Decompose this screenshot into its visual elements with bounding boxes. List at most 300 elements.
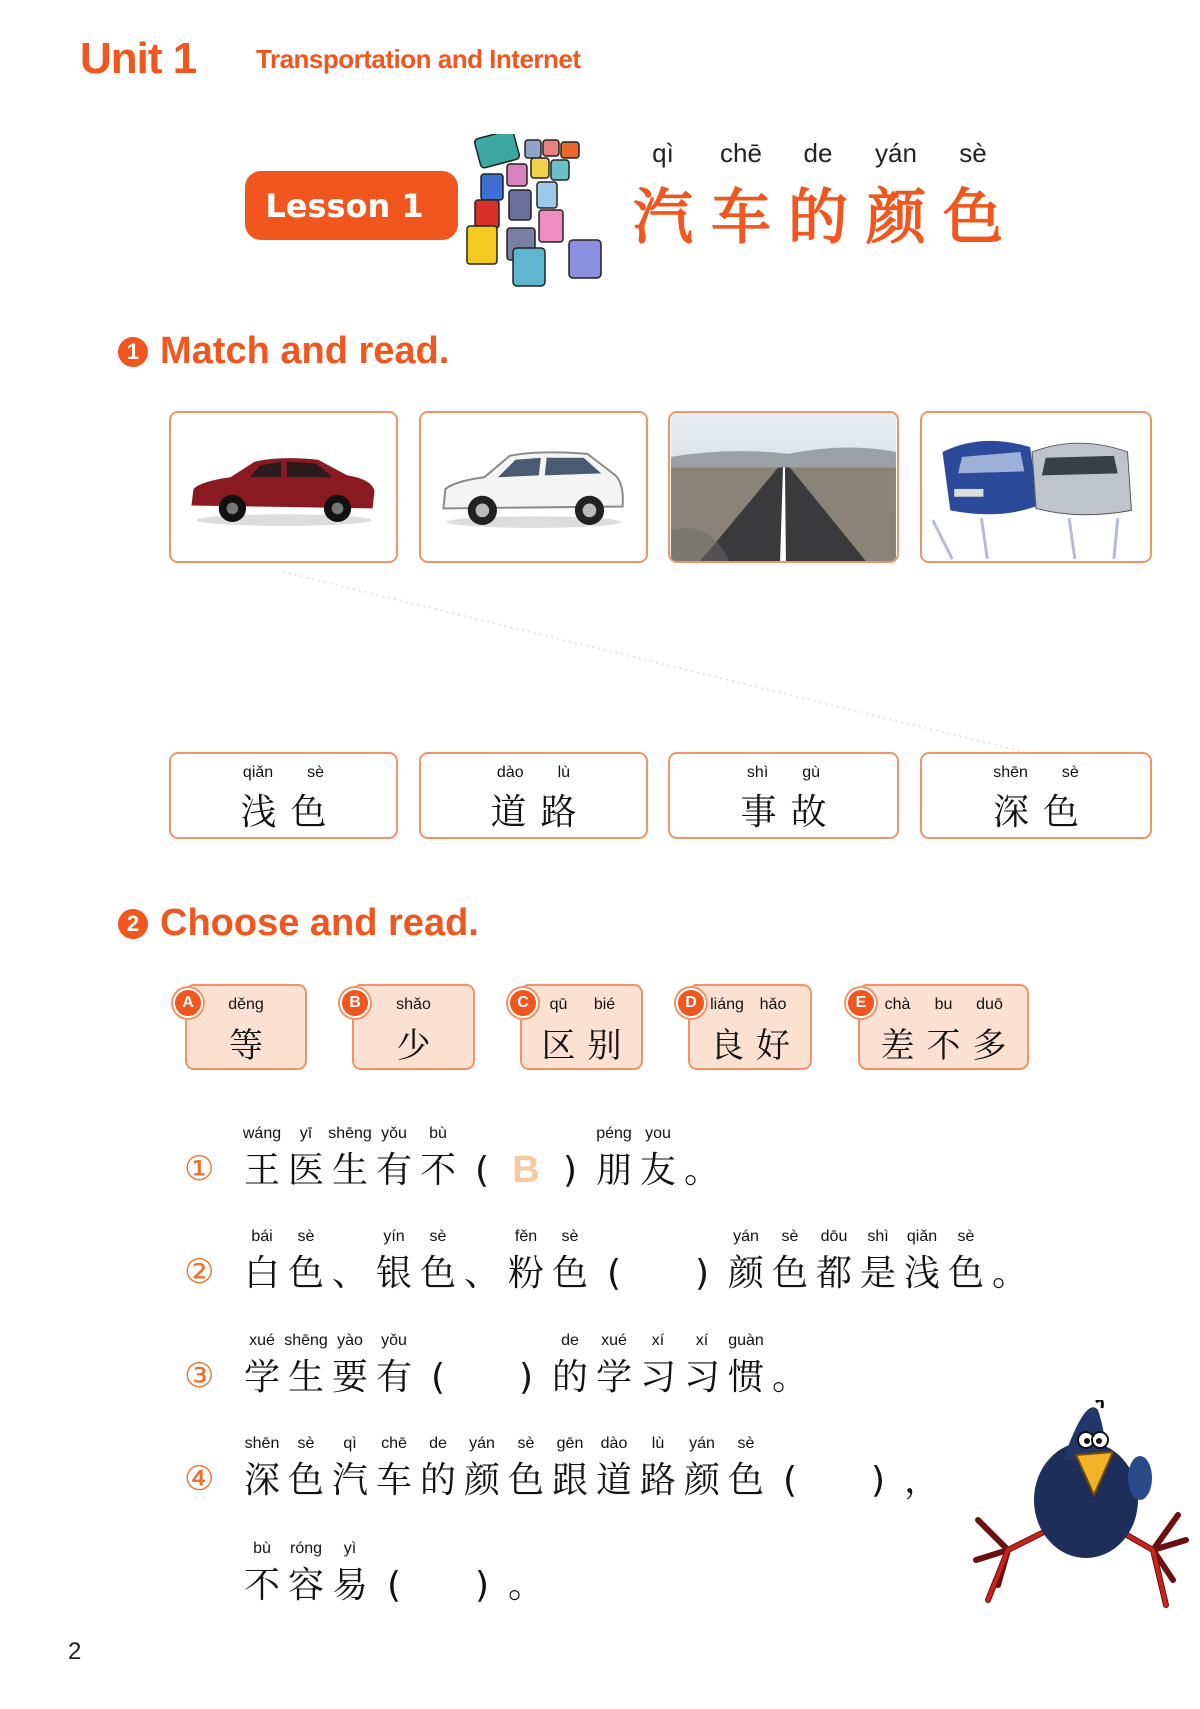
hanzi: 易 xyxy=(331,1565,368,1606)
section-number: 1 xyxy=(118,337,148,367)
red-sedan-icon xyxy=(171,413,396,561)
sentence-number: ① xyxy=(184,1149,215,1189)
pinyin: chē xyxy=(381,1435,407,1452)
pinyin: xí xyxy=(651,1332,665,1349)
pinyin xyxy=(504,1125,548,1149)
pinyin: yào xyxy=(337,1332,363,1349)
section-heading-match xyxy=(118,330,449,373)
hanzi: ) xyxy=(870,1460,886,1501)
pinyin: sè xyxy=(297,1228,315,1245)
hanzi: 色 xyxy=(287,1460,324,1501)
section-title: Choose and read. xyxy=(160,902,479,944)
hanzi: 故 xyxy=(790,792,827,833)
choice-letter-badge: E xyxy=(846,988,876,1018)
sentence-token xyxy=(372,1125,416,1193)
pinyin: yī xyxy=(299,1125,313,1142)
word-pinyin xyxy=(171,764,396,782)
sentence-token xyxy=(548,1435,592,1503)
hanzi: 道 xyxy=(595,1460,632,1501)
pinyin: de xyxy=(561,1332,579,1349)
choice-card-b[interactable] xyxy=(349,984,475,1070)
hanzi: 色 xyxy=(771,1253,808,1294)
hanzi: 有 xyxy=(375,1150,412,1191)
sentence-token xyxy=(504,1228,548,1296)
pinyin: qiǎn xyxy=(906,1228,938,1245)
sentence-token xyxy=(548,1125,592,1193)
pinyin: yǒu xyxy=(381,1125,407,1142)
sentence-token xyxy=(328,1228,372,1296)
pinyin: chà xyxy=(884,996,911,1013)
sentence-token xyxy=(240,1125,284,1193)
hanzi: 不 xyxy=(419,1150,456,1191)
sentence-token xyxy=(328,1125,372,1193)
pinyin: yán xyxy=(689,1435,715,1452)
pinyin: sè xyxy=(517,1435,535,1452)
choice-syllable xyxy=(394,996,434,1067)
sentence-token xyxy=(592,1125,636,1193)
hanzi: 多 xyxy=(972,1026,1007,1066)
choice-card-e[interactable] xyxy=(855,984,1029,1070)
sentence-token xyxy=(240,1540,284,1608)
pinyin: shēng xyxy=(284,1332,328,1349)
match-word-card[interactable] xyxy=(920,752,1152,839)
hanzi: 深 xyxy=(243,1460,280,1501)
car-accident-picture[interactable] xyxy=(920,411,1152,563)
section-number: 2 xyxy=(118,909,148,939)
pinyin xyxy=(812,1435,856,1459)
sentence-token xyxy=(548,1332,592,1400)
hanzi: ( xyxy=(386,1565,402,1606)
pinyin: lù xyxy=(651,1435,665,1452)
hanzi: 生 xyxy=(287,1357,324,1398)
sentence-token xyxy=(284,1435,328,1503)
section-heading-choose xyxy=(118,902,479,945)
sentence-token xyxy=(768,1435,812,1503)
pinyin: shǎo xyxy=(396,996,431,1013)
hanzi: 路 xyxy=(540,792,577,833)
hanzi: ) xyxy=(562,1150,578,1191)
choice-letter-badge: D xyxy=(676,988,706,1018)
hanzi: 。 xyxy=(683,1150,720,1191)
sentence-token xyxy=(416,1228,460,1296)
hanzi: 、 xyxy=(331,1253,368,1294)
word-chars xyxy=(670,784,897,835)
hanzi: 不 xyxy=(243,1565,280,1606)
pinyin: péng xyxy=(596,1125,632,1142)
pinyin: dào xyxy=(600,1435,628,1452)
pinyin-syllable: gù xyxy=(802,764,821,781)
pinyin: shì xyxy=(867,1228,889,1245)
pinyin: shēn xyxy=(244,1435,280,1452)
sentence-token xyxy=(680,1228,724,1296)
hanzi: 惯 xyxy=(727,1357,764,1398)
pinyin xyxy=(592,1228,636,1252)
pinyin: sè xyxy=(737,1435,755,1452)
title-pinyin: qì xyxy=(652,138,674,168)
hanzi: 差 xyxy=(880,1026,915,1066)
road-icon xyxy=(670,413,897,561)
pinyin xyxy=(856,1435,900,1459)
sentence-token xyxy=(460,1228,504,1296)
choice-syllable xyxy=(707,996,747,1067)
pinyin: fěn xyxy=(514,1228,538,1245)
pinyin-syllable: shì xyxy=(746,764,769,781)
hanzi: 好 xyxy=(756,1026,790,1066)
pinyin: qū xyxy=(549,996,568,1013)
hanzi: 都 xyxy=(815,1253,852,1294)
pinyin: yán xyxy=(469,1435,495,1452)
sentence-token xyxy=(328,1435,372,1503)
choice-word xyxy=(354,996,473,1067)
hanzi: 色 xyxy=(727,1460,764,1501)
pinyin: bù xyxy=(429,1125,447,1142)
pinyin: sè xyxy=(429,1228,447,1245)
choice-syllable xyxy=(753,996,793,1067)
hanzi: ( xyxy=(782,1460,798,1501)
hanzi: 路 xyxy=(639,1460,676,1501)
hanzi: 医 xyxy=(287,1150,324,1191)
sentence-number: ② xyxy=(184,1252,215,1292)
sentence-token xyxy=(592,1228,636,1296)
choice-card-a[interactable] xyxy=(182,984,307,1070)
pinyin-syllable: sè xyxy=(307,764,325,781)
choice-syllable xyxy=(226,996,266,1067)
pinyin xyxy=(636,1228,680,1252)
sentence-token xyxy=(900,1435,944,1503)
word-pinyin xyxy=(421,764,646,782)
sentence-token xyxy=(856,1228,900,1296)
sentence-token xyxy=(416,1435,460,1503)
sentence-token xyxy=(724,1228,768,1296)
sentence-token xyxy=(768,1332,812,1400)
pinyin-syllable: dào xyxy=(496,764,524,781)
hanzi: 车 xyxy=(375,1460,412,1501)
hanzi: 的 xyxy=(551,1357,588,1398)
hanzi: 要 xyxy=(331,1357,368,1398)
word-chars xyxy=(922,784,1150,835)
pinyin xyxy=(988,1228,1032,1252)
hanzi: 朋 xyxy=(595,1150,632,1191)
pinyin: wáng xyxy=(242,1125,282,1142)
sentence-token xyxy=(636,1125,680,1193)
answer-text: B xyxy=(512,1149,540,1191)
pinyin xyxy=(416,1540,460,1564)
sentence-token xyxy=(636,1332,680,1400)
hanzi: 色 xyxy=(290,792,327,833)
title-pinyin: de xyxy=(803,138,833,168)
sentence-token xyxy=(504,1540,548,1608)
hanzi: ， xyxy=(903,1460,940,1501)
answer-blank[interactable] xyxy=(636,1228,680,1296)
pinyin: bu xyxy=(934,996,953,1013)
pinyin: sè xyxy=(781,1228,799,1245)
road-picture[interactable] xyxy=(668,411,899,563)
sentence-token xyxy=(504,1332,548,1400)
word-pinyin xyxy=(670,764,897,782)
sentence-token xyxy=(460,1540,504,1608)
sentence-token xyxy=(284,1125,328,1193)
sentence-token xyxy=(372,1332,416,1400)
title-char: 车 xyxy=(711,183,771,253)
pinyin-syllable: shēn xyxy=(993,764,1028,781)
pinyin: yì xyxy=(343,1540,357,1557)
hanzi: 有 xyxy=(375,1357,412,1398)
choice-syllable xyxy=(585,996,625,1067)
choice-syllable xyxy=(924,996,964,1067)
pinyin: bái xyxy=(251,1228,273,1245)
pinyin xyxy=(460,1228,504,1252)
match-word-card[interactable] xyxy=(169,752,398,839)
sentence-token xyxy=(548,1228,592,1296)
hanzi: 色 xyxy=(287,1253,324,1294)
sentence-line xyxy=(240,1332,812,1400)
sentence-token xyxy=(284,1540,328,1608)
sentence-line xyxy=(240,1540,548,1608)
hanzi: 。 xyxy=(771,1357,808,1398)
sentence-token xyxy=(592,1435,636,1503)
answer-blank[interactable] xyxy=(812,1435,856,1503)
choice-word xyxy=(860,996,1027,1067)
lesson-label: Lesson 1 xyxy=(265,186,424,225)
hanzi: 。 xyxy=(507,1565,544,1606)
choice-word xyxy=(690,996,810,1067)
sentence-token xyxy=(460,1435,504,1503)
pinyin: xué xyxy=(601,1332,627,1349)
pinyin: yín xyxy=(383,1228,405,1245)
answer-blank[interactable] xyxy=(504,1125,548,1193)
pinyin: guàn xyxy=(728,1332,764,1349)
pinyin: yǒu xyxy=(381,1332,407,1349)
choice-syllable xyxy=(878,996,918,1067)
pinyin: sè xyxy=(957,1228,975,1245)
sentence-token xyxy=(372,1435,416,1503)
hanzi: 颜 xyxy=(727,1253,764,1294)
hanzi: 习 xyxy=(683,1357,720,1398)
hanzi: 颜 xyxy=(463,1460,500,1501)
sentence-token xyxy=(372,1540,416,1608)
sentence-token xyxy=(724,1332,768,1400)
sentence-number: ③ xyxy=(184,1356,215,1396)
hanzi: ( xyxy=(606,1253,622,1294)
bird-illustration xyxy=(968,1400,1190,1612)
pinyin: de xyxy=(429,1435,447,1452)
pinyin: sè xyxy=(561,1228,579,1245)
hanzi: 习 xyxy=(639,1357,676,1398)
sentence-token xyxy=(680,1435,724,1503)
hanzi: 学 xyxy=(243,1357,280,1398)
choice-syllable xyxy=(539,996,579,1067)
hanzi: 色 xyxy=(1043,792,1080,833)
sentence-token xyxy=(416,1332,460,1400)
pinyin xyxy=(680,1228,724,1252)
pinyin: liáng xyxy=(710,996,744,1013)
hanzi: 汽 xyxy=(331,1460,368,1501)
unit-title: Transportation and Internet xyxy=(256,44,581,74)
sentence-token xyxy=(592,1332,636,1400)
car-accident-icon xyxy=(922,413,1150,561)
white-suv-picture[interactable] xyxy=(419,411,648,563)
pinyin: bié xyxy=(593,996,616,1013)
sentence-token xyxy=(900,1228,944,1296)
hanzi: ( xyxy=(430,1357,446,1398)
choice-word xyxy=(187,996,305,1067)
sentence-line xyxy=(240,1435,944,1503)
sentence-token xyxy=(460,1125,504,1193)
sentence-token xyxy=(944,1228,988,1296)
hanzi: ) xyxy=(694,1253,710,1294)
pinyin: duō xyxy=(976,996,1003,1013)
hanzi: 色 xyxy=(947,1253,984,1294)
hanzi: 学 xyxy=(595,1357,632,1398)
word-chars xyxy=(421,784,646,835)
hanzi: 、 xyxy=(463,1253,500,1294)
pinyin: hǎo xyxy=(759,996,787,1013)
word-chars xyxy=(171,784,396,835)
pinyin xyxy=(504,1540,548,1564)
sentence-token xyxy=(988,1228,1032,1296)
sentence-token xyxy=(240,1332,284,1400)
title-pinyin: sè xyxy=(959,138,987,168)
title-pinyin: yán xyxy=(875,138,917,168)
pinyin: róng xyxy=(289,1540,323,1557)
sentence-token xyxy=(328,1332,372,1400)
title-char: 色 xyxy=(943,183,1003,253)
choice-card-d[interactable] xyxy=(685,984,812,1070)
choice-letter-badge: A xyxy=(173,988,203,1018)
pinyin-syllable: qiǎn xyxy=(242,764,274,781)
hanzi: 良 xyxy=(710,1026,744,1066)
pinyin: gēn xyxy=(556,1435,584,1452)
pinyin: qì xyxy=(343,1435,357,1452)
pinyin xyxy=(768,1332,812,1356)
hanzi: 白 xyxy=(243,1253,280,1294)
pinyin xyxy=(416,1332,460,1356)
title-pinyin: chē xyxy=(720,138,762,168)
hanzi: 区 xyxy=(541,1026,576,1066)
red-sedan-picture[interactable] xyxy=(169,411,398,563)
sentence-number: ④ xyxy=(184,1459,215,1499)
hanzi: 的 xyxy=(419,1460,456,1501)
hanzi: 容 xyxy=(287,1565,324,1606)
sentence-token xyxy=(856,1435,900,1503)
hanzi: 道 xyxy=(490,792,527,833)
hanzi: 色 xyxy=(419,1253,456,1294)
pinyin: děng xyxy=(228,996,264,1013)
sentence-token xyxy=(284,1228,328,1296)
sentence-token xyxy=(372,1228,416,1296)
pinyin xyxy=(900,1435,944,1459)
sentence-token xyxy=(680,1125,724,1193)
sentence-token xyxy=(768,1228,812,1296)
title-char: 颜 xyxy=(866,183,926,253)
hanzi: 友 xyxy=(639,1150,676,1191)
sentence-token xyxy=(812,1228,856,1296)
section-title: Match and read. xyxy=(160,330,450,372)
sentence-token xyxy=(636,1435,680,1503)
pinyin: xué xyxy=(249,1332,275,1349)
hanzi: ( xyxy=(474,1150,490,1191)
hanzi: 浅 xyxy=(240,792,277,833)
pinyin xyxy=(328,1228,372,1252)
choice-syllable xyxy=(970,996,1010,1067)
pinyin xyxy=(372,1540,416,1564)
hanzi: 少 xyxy=(396,1026,431,1066)
pinyin: bù xyxy=(253,1540,271,1557)
sentence-token xyxy=(504,1435,548,1503)
hanzi: 事 xyxy=(740,792,777,833)
pinyin xyxy=(460,1540,504,1564)
sentence-token xyxy=(240,1435,284,1503)
pinyin xyxy=(460,1125,504,1149)
choice-letter-badge: B xyxy=(340,988,370,1018)
choice-word xyxy=(522,996,641,1067)
hanzi: 深 xyxy=(992,792,1029,833)
traffic-cars-illustration xyxy=(447,134,637,292)
match-word-card[interactable] xyxy=(668,752,899,839)
sentence-line xyxy=(240,1228,1032,1296)
hanzi: 生 xyxy=(331,1150,368,1191)
hanzi: 颜 xyxy=(683,1460,720,1501)
page-number: 2 xyxy=(68,1638,82,1665)
pinyin xyxy=(460,1332,504,1356)
sentence-token xyxy=(328,1540,372,1608)
hanzi: ) xyxy=(474,1565,490,1606)
sentence-token xyxy=(240,1228,284,1296)
pinyin xyxy=(768,1435,812,1459)
pinyin: dōu xyxy=(820,1228,848,1245)
pinyin: shēng xyxy=(328,1125,372,1142)
sentence-token xyxy=(284,1332,328,1400)
sentence-token xyxy=(416,1125,460,1193)
sentence-line xyxy=(240,1125,724,1193)
hanzi: 。 xyxy=(991,1253,1028,1294)
hanzi: 色 xyxy=(551,1253,588,1294)
hanzi: 跟 xyxy=(551,1460,588,1501)
hanzi: 浅 xyxy=(903,1253,940,1294)
hanzi: 别 xyxy=(587,1026,622,1066)
pinyin xyxy=(548,1125,592,1149)
pinyin-syllable: sè xyxy=(1061,764,1079,781)
pinyin: xí xyxy=(695,1332,709,1349)
pinyin xyxy=(504,1332,548,1356)
pinyin xyxy=(680,1125,724,1149)
lesson-badge xyxy=(245,171,458,240)
answer-blank[interactable] xyxy=(460,1332,504,1400)
hanzi: 银 xyxy=(375,1253,412,1294)
sentence-token xyxy=(680,1332,724,1400)
title-char: 的 xyxy=(788,183,848,253)
title-char: 汽 xyxy=(633,183,693,253)
pinyin-syllable: lù xyxy=(557,764,571,781)
hanzi: ) xyxy=(518,1357,534,1398)
word-pinyin xyxy=(922,764,1150,782)
choice-card-c[interactable] xyxy=(517,984,643,1070)
hanzi: 粉 xyxy=(507,1253,544,1294)
sentence-token xyxy=(724,1435,768,1503)
pinyin: sè xyxy=(297,1435,315,1452)
answer-blank[interactable] xyxy=(416,1540,460,1608)
pinyin: you xyxy=(645,1125,671,1142)
hanzi: 是 xyxy=(859,1253,896,1294)
hanzi: 等 xyxy=(229,1026,263,1066)
match-word-card[interactable] xyxy=(419,752,648,839)
white-suv-icon xyxy=(421,413,646,561)
hanzi: 不 xyxy=(926,1026,961,1066)
unit-label: Unit 1 xyxy=(80,34,197,83)
hanzi: 色 xyxy=(507,1460,544,1501)
choice-letter-badge: C xyxy=(508,988,538,1018)
hanzi: 王 xyxy=(243,1150,280,1191)
